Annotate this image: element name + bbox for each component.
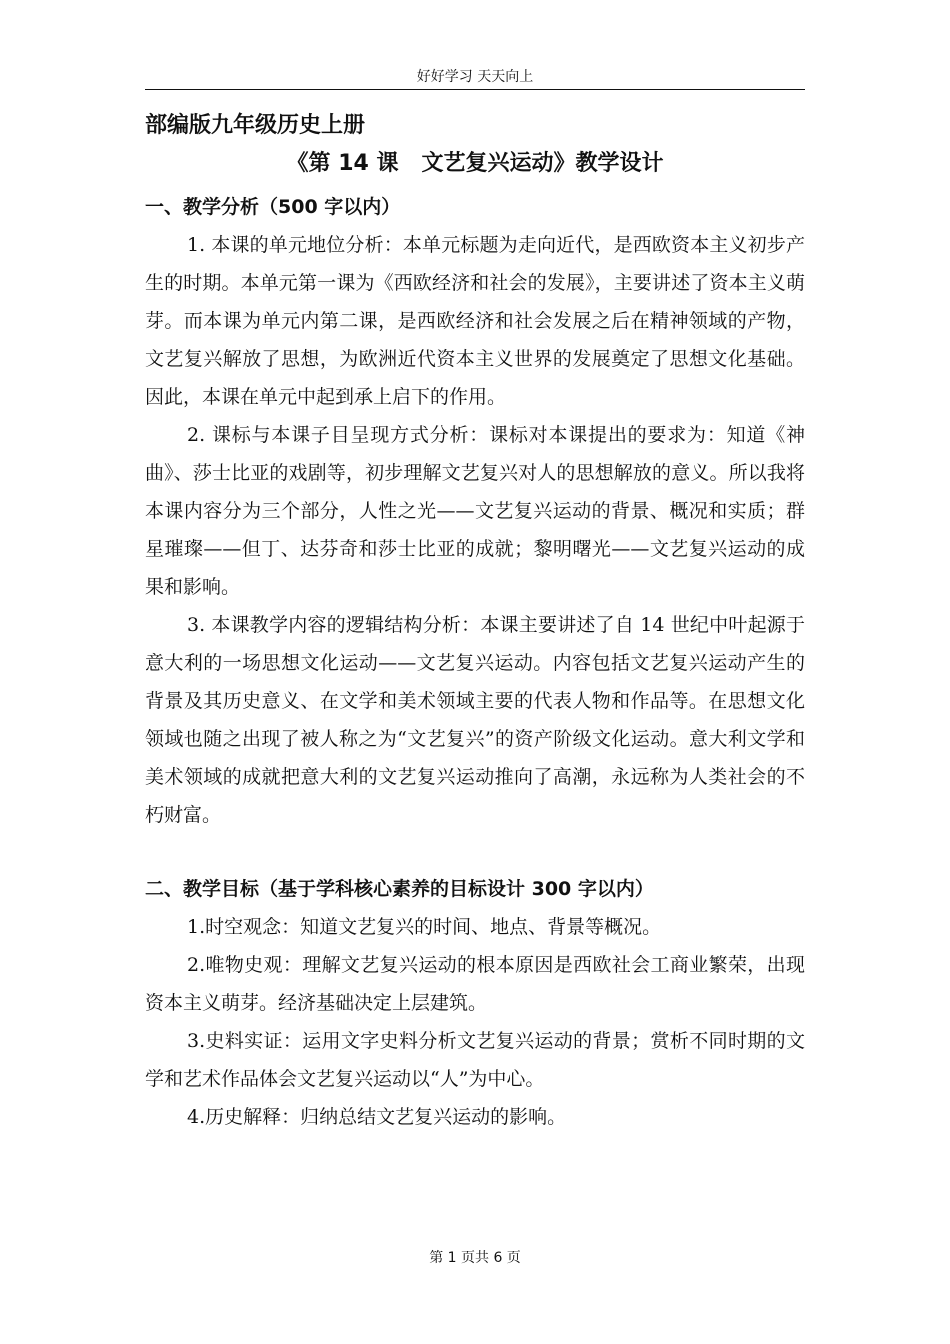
- paragraph: 1. 本课的单元地位分析：本单元标题为走向近代，是西欧资本主义初步产生的时期。本单元第一课为《西欧经济和社会的发展》，主要讲述了资本主义萌芽。而本课为单元内第二课，是西欧经济和社会发展之后在精神领域的产物，文艺复兴解放了思想，为欧洲近代资本主义世界的发展奠定了思想文化基础。因此，本课在单元中起到承上启下的作用。: [145, 234, 805, 408]
- section-heading: 二、教学目标（基于学科核心素养的目标设计 300 字以内）: [145, 878, 654, 900]
- section-teaching-analysis: [145, 192, 805, 834]
- lesson-title: 《第 14 课 文艺复兴运动》教学设计: [286, 151, 664, 176]
- section-teaching-objectives: [145, 874, 805, 1136]
- paragraph: 4.历史解释：归纳总结文艺复兴运动的影响。: [187, 1106, 567, 1128]
- page-header: 好好学习 天天向上: [416, 69, 534, 85]
- section-heading: 一、教学分析（500 字以内）: [145, 196, 401, 218]
- paragraph: 3. 本课教学内容的逻辑结构分析：本课主要讲述了自 14 世纪中叶起源于意大利的一场思想文化运动——文艺复兴运动。内容包括文艺复兴运动产生的背景及其历史意义、在文学和美术领域主要的代表人物和作品等。在思想文化领域也随之出现了被人称之为“文艺复兴”的资产阶级文化运动。意大利文学和美术领域的成就把意大利的文艺复兴运动推向了高潮，永远称为人类社会的不朽财富。: [145, 614, 805, 826]
- paragraph: 3.史料实证：运用文字史料分析文艺复兴运动的背景；赏析不同时期的文学和艺术作品体会文艺复兴运动以“人”为中心。: [145, 1030, 805, 1090]
- header-divider: [145, 89, 805, 90]
- section-spacer: [145, 834, 805, 874]
- document-title: 部编版九年级历史上册: [145, 113, 366, 138]
- paragraph: 2.唯物史观：理解文艺复兴运动的根本原因是西欧社会工商业繁荣，出现资本主义萌芽。经济基础决定上层建筑。: [145, 954, 805, 1014]
- page-footer: 第 1 页共 6 页: [429, 1250, 521, 1266]
- paragraph: 1.时空观念：知道文艺复兴的时间、地点、背景等概况。: [187, 916, 662, 938]
- paragraph: 2. 课标与本课子目呈现方式分析：课标对本课提出的要求为：知道《神曲》、莎士比亚的戏剧等，初步理解文艺复兴对人的思想解放的意义。所以我将本课内容分为三个部分，人性之光——文艺复兴运动的背景、概况和实质；群星璀璨——但丁、达芬奇和莎士比亚的成就；黎明曙光——文艺复兴运动的成果和影响。: [145, 424, 805, 598]
- document-body: [145, 110, 805, 1136]
